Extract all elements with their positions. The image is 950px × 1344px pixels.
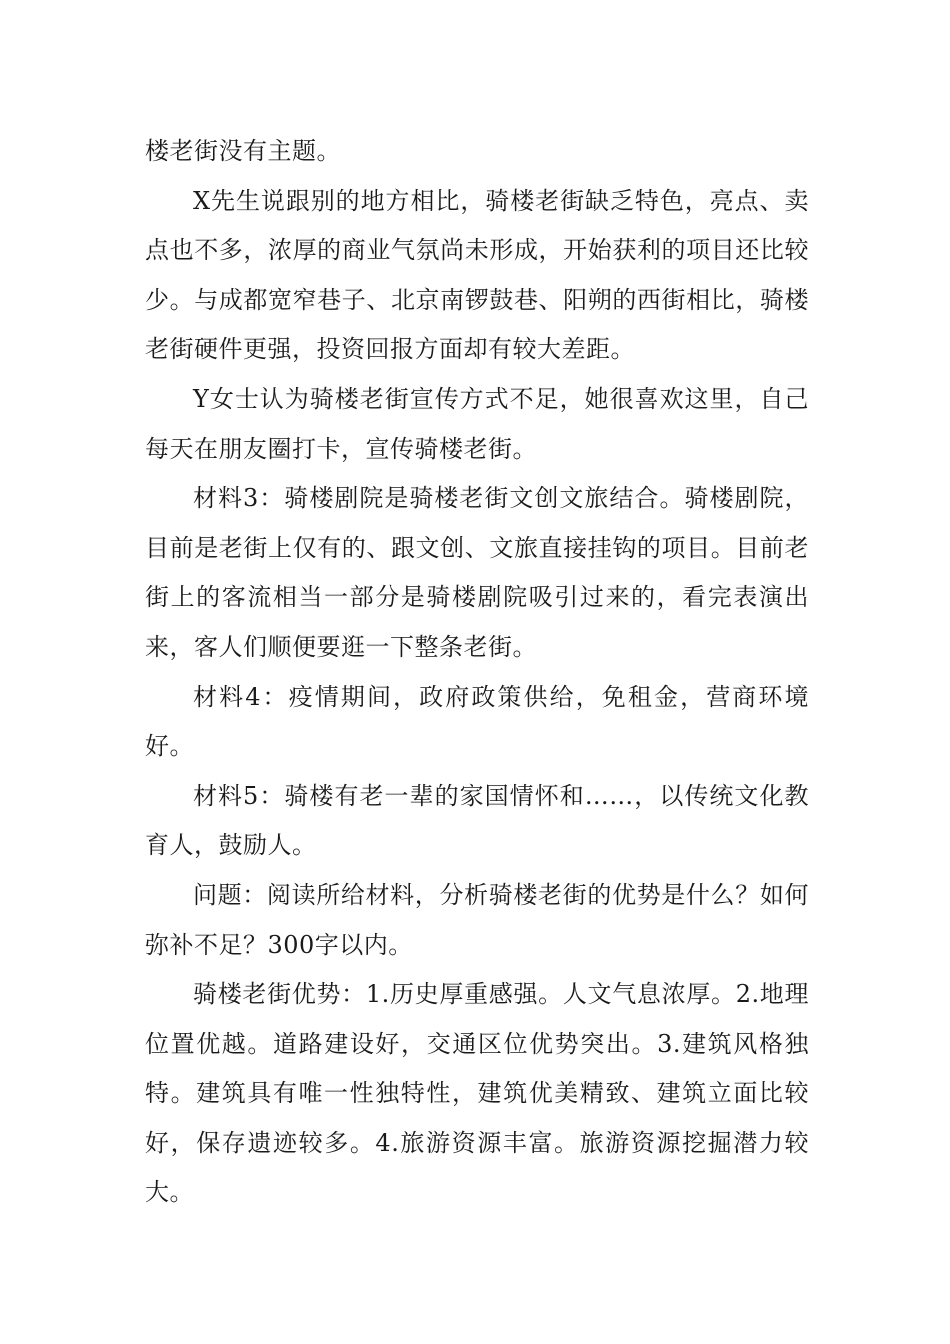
paragraph-continuation: 楼老街没有主题。 xyxy=(145,137,341,165)
paragraph-question: 问题：阅读所给材料，分析骑楼老街的优势是什么？如何弥补不足？300字以内。 xyxy=(145,880,809,959)
paragraph-material-5: 材料5：骑楼有老一辈的家国情怀和……，以传统文化教育人，鼓励人。 xyxy=(145,781,809,860)
paragraph-material-4: 材料4：疫情期间，政府政策供给，免租金，营商环境好。 xyxy=(145,682,809,761)
paragraph-answer-advantages: 骑楼老街优势：1.历史厚重感强。人文气息浓厚。2.地理位置优越。道路建设好，交通区位优势突出。3.建筑风格独特。建筑具有唯一性独特性，建筑优美精致、建筑立面比较好，保存遗迹较多。4.旅游资源丰富。旅游资源挖掘潜力较大。 xyxy=(145,980,809,1207)
paragraph-mr-x: X先生说跟别的地方相比，骑楼老街缺乏特色，亮点、卖点也不多，浓厚的商业气氛尚未形成，开始获利的项目还比较少。与成都宽窄巷子、北京南锣鼓巷、阳朔的西街相比，骑楼老街硬件更强，投资回报方面却有较大差距。 xyxy=(145,186,809,364)
paragraph-ms-y: Y女士认为骑楼老街宣传方式不足，她很喜欢这里，自己每天在朋友圈打卡，宣传骑楼老街。 xyxy=(145,384,809,463)
document-body xyxy=(145,127,809,1218)
paragraph-material-3: 材料3：骑楼剧院是骑楼老街文创文旅结合。骑楼剧院，目前是老街上仅有的、跟文创、文旅直接挂钩的项目。目前老街上的客流相当一部分是骑楼剧院吸引过来的，看完表演出来，客人们顺便要逛一下整条老街。 xyxy=(145,484,809,661)
